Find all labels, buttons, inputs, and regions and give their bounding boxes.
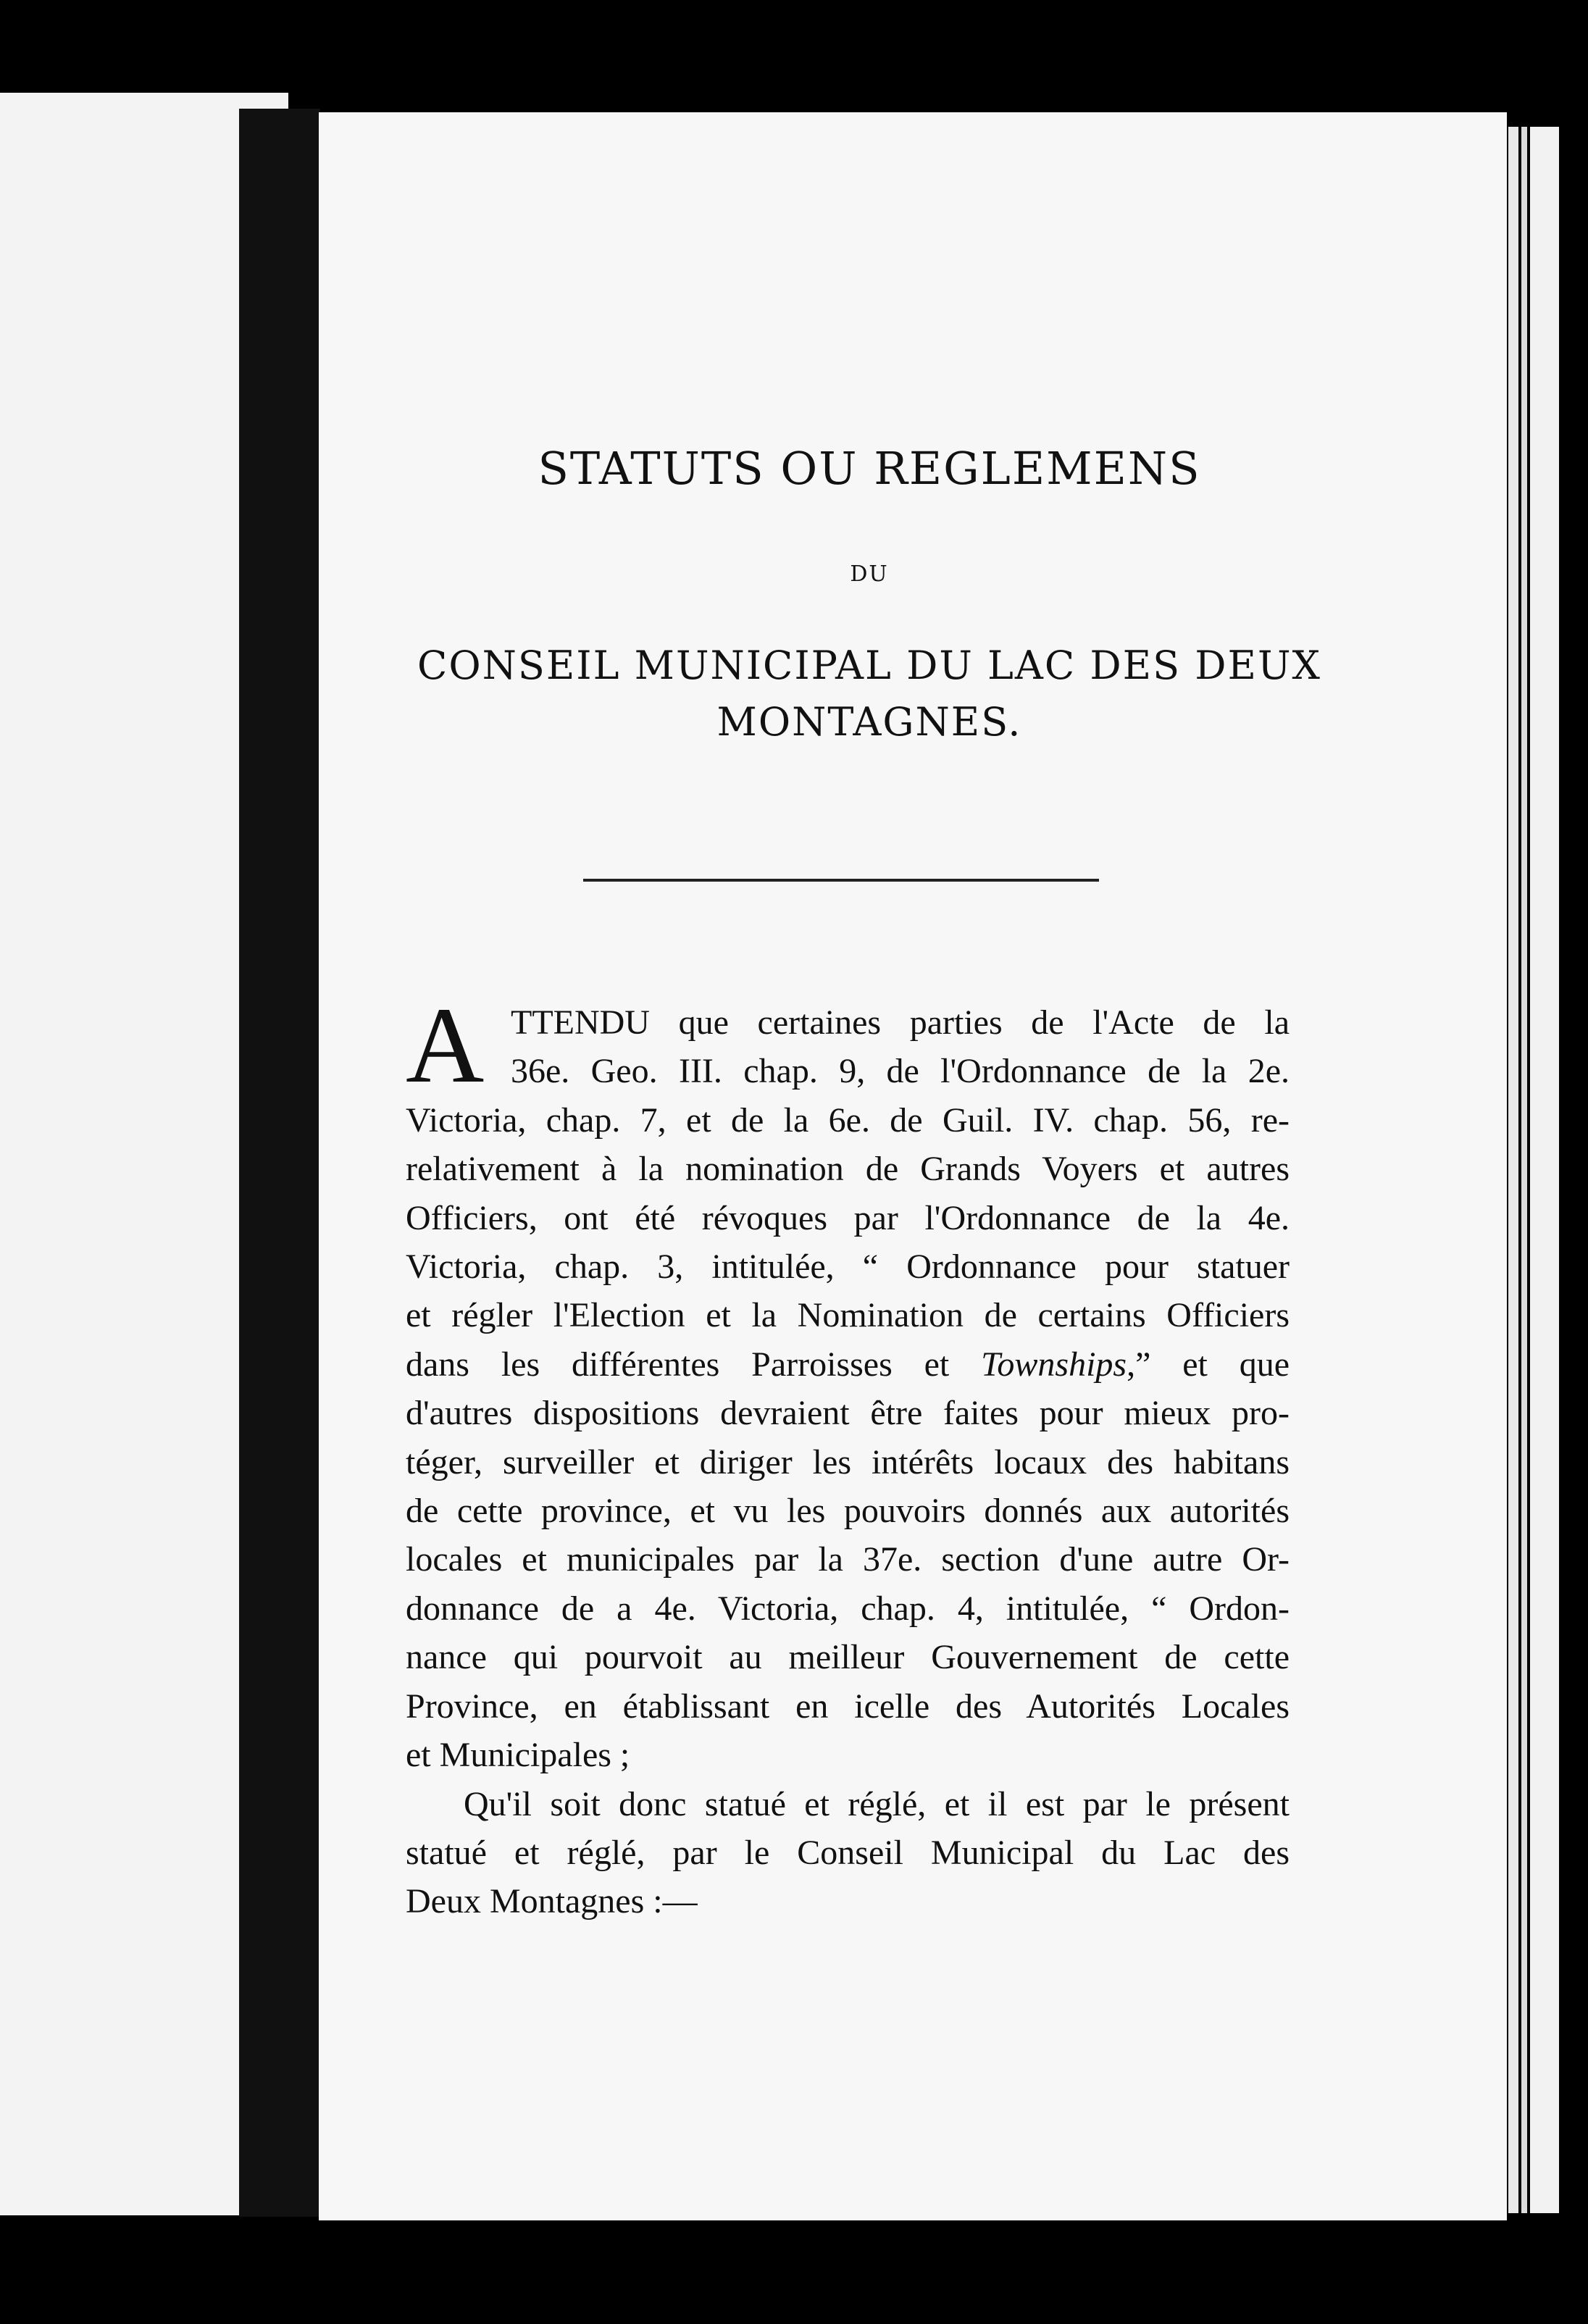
text-line: et régler l'Election et la Nomination de certains Officiers bbox=[406, 1296, 1290, 1335]
page-title: STATUTS OU REGLEMENS bbox=[538, 442, 1201, 495]
text-line: d'autres dispositions devraient être faites pour mieux pro- bbox=[406, 1394, 1290, 1433]
title-connector: DU bbox=[850, 561, 889, 587]
text-line: Province, en établissant en icelle des Autorités Locales bbox=[406, 1686, 1290, 1726]
italic-term: Townships bbox=[981, 1345, 1127, 1384]
subtitle-line-2: MONTAGNES. bbox=[716, 699, 1022, 745]
drop-cap: A bbox=[406, 985, 485, 1105]
horizontal-rule bbox=[583, 879, 1099, 882]
page-edge bbox=[1521, 127, 1527, 2213]
page-subtitle bbox=[319, 638, 1420, 751]
text-line: locales et municipales par la 37e. section d'une autre Or- bbox=[406, 1540, 1290, 1579]
text-line: donnance de a 4e. Victoria, chap. 4, intitulée, “ Ordon- bbox=[406, 1589, 1290, 1628]
text-line: relativement à la nomination de Grands Voyers et autres bbox=[406, 1150, 1290, 1189]
text-line: Qu'il soit donc statué et réglé, et il est par le présent bbox=[464, 1784, 1290, 1823]
text-line: TTENDU que certaines parties de l'Acte de la bbox=[511, 1003, 1290, 1042]
text-line: Victoria, chap. 3, intitulée, “ Ordonnance pour statuer bbox=[406, 1247, 1290, 1287]
text-line: Deux Montagnes :— bbox=[406, 1882, 698, 1921]
text-line: nance qui pourvoit au meilleur Gouvernement de cette bbox=[406, 1638, 1290, 1677]
text-line: dans les différentes Parroisses et Townships,” et que bbox=[406, 1345, 1290, 1384]
subtitle-line-1: CONSEIL MUNICIPAL DU LAC DES DEUX bbox=[417, 643, 1321, 688]
text-line: de cette province, et vu les pouvoirs donnés aux autorités bbox=[406, 1492, 1290, 1531]
page-edge bbox=[1508, 127, 1518, 2213]
text-line: Victoria, chap. 7, et de la 6e. de Guil. IV. chap. 56, re- bbox=[406, 1100, 1290, 1140]
text-line: téger, surveiller et diriger les intérêts locaux des habitans bbox=[406, 1442, 1290, 1481]
text-line: et Municipales ; bbox=[406, 1736, 630, 1775]
text-line: 36e. Geo. III. chap. 9, de l'Ordonnance de la 2e. bbox=[511, 1052, 1290, 1091]
page-edge bbox=[1530, 127, 1559, 2213]
body-paragraphs bbox=[406, 998, 1290, 1926]
text-line: statué et réglé, par le Conseil Municipal du Lac des bbox=[406, 1833, 1290, 1872]
book-gutter bbox=[239, 109, 320, 2217]
text-line: Officiers, ont été révoques par l'Ordonnance de la 4e. bbox=[406, 1198, 1290, 1237]
